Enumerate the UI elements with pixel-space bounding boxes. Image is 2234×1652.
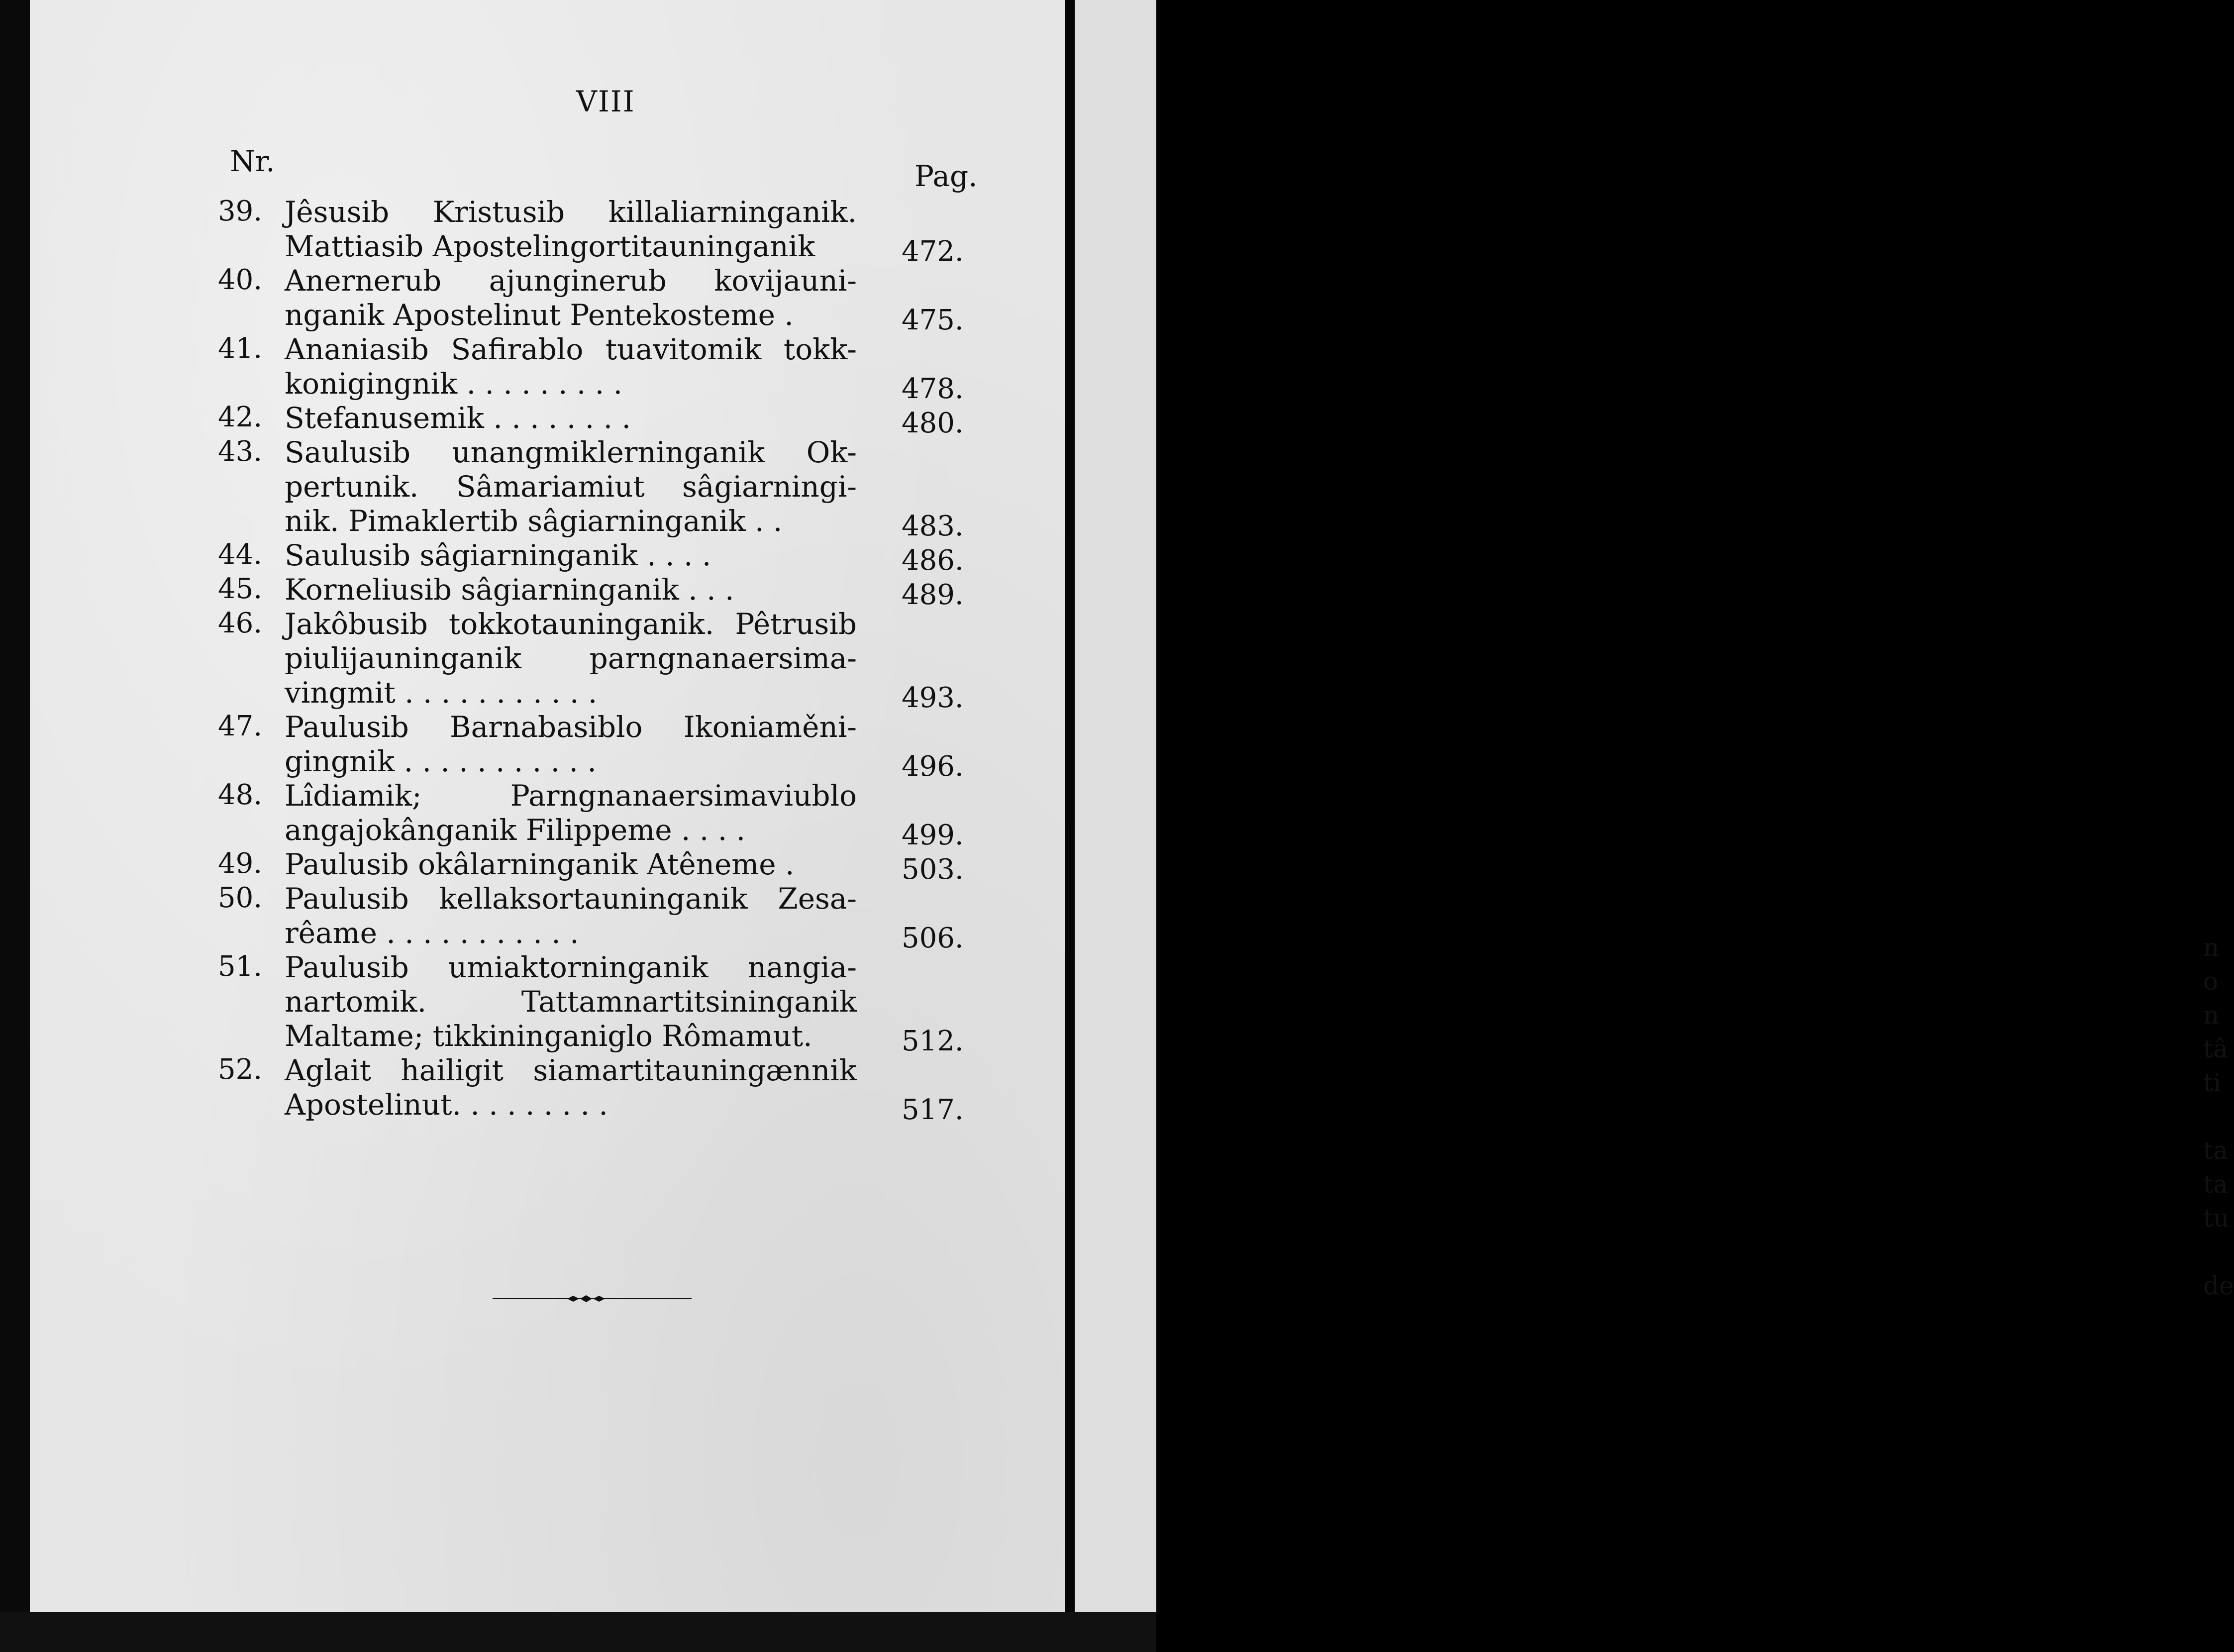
facing-page-fragment: o (2203, 967, 2219, 996)
toc-entry-title-line: Paulusib kellaksortauninganik Zesa- (285, 882, 857, 916)
toc-entry-page: 475. (902, 304, 964, 336)
toc-entry-number: 52. (218, 1053, 263, 1086)
toc-entry-title-line: rêame . . . . . . . . . . . (285, 916, 579, 950)
facing-page-gap (2203, 1100, 2231, 1134)
toc-entry-title-line: gingnik . . . . . . . . . . . (285, 744, 597, 778)
toc-entry-title-line: Paulusib okâlarninganik Atêneme . (285, 847, 795, 881)
toc-entry-number: 51. (218, 950, 263, 983)
toc-entry-title-line: Aglait hailigit siamartitauningænnik (285, 1053, 857, 1087)
toc-entry-page: 496. (902, 750, 964, 783)
toc-entry-title-line: Paulusib Barnabasiblo Ikoniaměni- (285, 710, 857, 744)
toc-entry-title-line: Korneliusib sâgiarninganik . . . (285, 573, 734, 607)
facing-page-fragment: ta (2203, 1136, 2228, 1165)
toc-entry-page: 503. (902, 853, 964, 886)
toc-entry-title-line: nganik Apostelinut Pentekosteme . (285, 298, 794, 332)
toc-entry-number: 50. (218, 882, 263, 914)
book-gutter (1065, 0, 1075, 1652)
toc-entry-number: 40. (218, 264, 263, 296)
toc-entry-number: 42. (218, 401, 263, 433)
toc-entry-title-line: piulijauninganik parngnanaersima- (285, 641, 857, 675)
toc-entry-page: 478. (902, 373, 964, 405)
toc-entry-title-line: pertunik. Sâmariamiut sâgiarningi- (285, 470, 857, 504)
toc-entry-number: 44. (218, 538, 263, 571)
toc-entry-title-line: Stefanusemik . . . . . . . . (285, 401, 631, 435)
toc-entry-number: 47. (218, 710, 263, 742)
toc-entry-page: 486. (902, 544, 964, 577)
toc-entry-title-line: nartomik. Tattamnartitsininganik (285, 985, 857, 1019)
toc-entry-number: 45. (218, 573, 263, 605)
facing-page-text-fragments (2203, 930, 2234, 1303)
left-page (30, 0, 1065, 1622)
toc-entry-title-line: konigingnik . . . . . . . . . (285, 367, 623, 401)
table-of-contents (30, 0, 1065, 1493)
facing-page-fragment: n (2203, 1001, 2220, 1030)
toc-entry-title-line: Saulusib sâgiarninganik . . . . (285, 538, 711, 572)
facing-page-edge (1075, 0, 2234, 1622)
toc-entry-page: 517. (902, 1094, 964, 1126)
toc-entry-title-line: Apostelinut. . . . . . . . . (285, 1088, 608, 1122)
toc-entry-title-line: Ananiasib Safirablo tuavitomik tokk- (285, 332, 857, 366)
toc-entry-title-line: nik. Pimaklertib sâgiarninganik . . (285, 504, 783, 538)
toc-entry-page: 512. (902, 1025, 964, 1057)
toc-entry-page: 483. (902, 510, 964, 542)
toc-entry-number: 49. (218, 847, 263, 880)
toc-entry-page: 472. (902, 235, 964, 268)
facing-page-fragment: n (2203, 933, 2220, 962)
toc-entry-title-line: Maltame; tikkininganiglo Rômamut. (285, 1019, 812, 1053)
column-header-page: Pag. (914, 159, 978, 193)
toc-entry-title-line: Jêsusib Kristusib killaliarninganik. (285, 195, 857, 229)
toc-entry-number: 48. (218, 779, 263, 811)
facing-page-fragment: tu (2203, 1204, 2230, 1233)
scan-bottom-edge (0, 1612, 1156, 1652)
facing-page-fragment: tâ (2203, 1034, 2228, 1063)
toc-entry-title-line: Lîdiamik; Parngnanaersimaviublo (285, 779, 857, 813)
toc-entry-title-line: Anernerub ajunginerub kovijauni- (285, 264, 857, 298)
toc-entry-page: 506. (902, 922, 964, 954)
toc-entry-number: 39. (218, 195, 263, 227)
toc-entry-page: 493. (902, 682, 964, 714)
toc-entry-title-line: Paulusib umiaktorninganik nangia- (285, 950, 857, 984)
toc-entry-title-line: Saulusib unangmiklerninganik Ok- (285, 435, 857, 469)
toc-entry-page: 480. (902, 407, 964, 439)
facing-page-fragment: de (2203, 1271, 2234, 1300)
ornamental-rule (493, 1294, 692, 1304)
toc-entry-page: 499. (902, 819, 964, 851)
toc-entry-title-line: vingmit . . . . . . . . . . . (285, 676, 598, 710)
page-number: VIII (576, 85, 635, 118)
toc-entry-number: 46. (218, 607, 263, 639)
toc-entry-title-line: Mattiasib Apostelingortitauninganik (285, 229, 815, 263)
toc-entry-number: 41. (218, 332, 263, 365)
facing-page-fragment: ta (2203, 1170, 2228, 1199)
facing-page-gap (2203, 1235, 2231, 1269)
toc-entry-title-line: angajokânganik Filippeme . . . . (285, 813, 746, 847)
column-header-number: Nr. (230, 144, 275, 178)
toc-entry-title-line: Jakôbusib tokkotauninganik. Pêtrusib (285, 607, 857, 641)
facing-page-fragment: ti (2203, 1068, 2222, 1097)
toc-entry-page: 489. (902, 579, 964, 611)
toc-entry-number: 43. (218, 435, 263, 468)
